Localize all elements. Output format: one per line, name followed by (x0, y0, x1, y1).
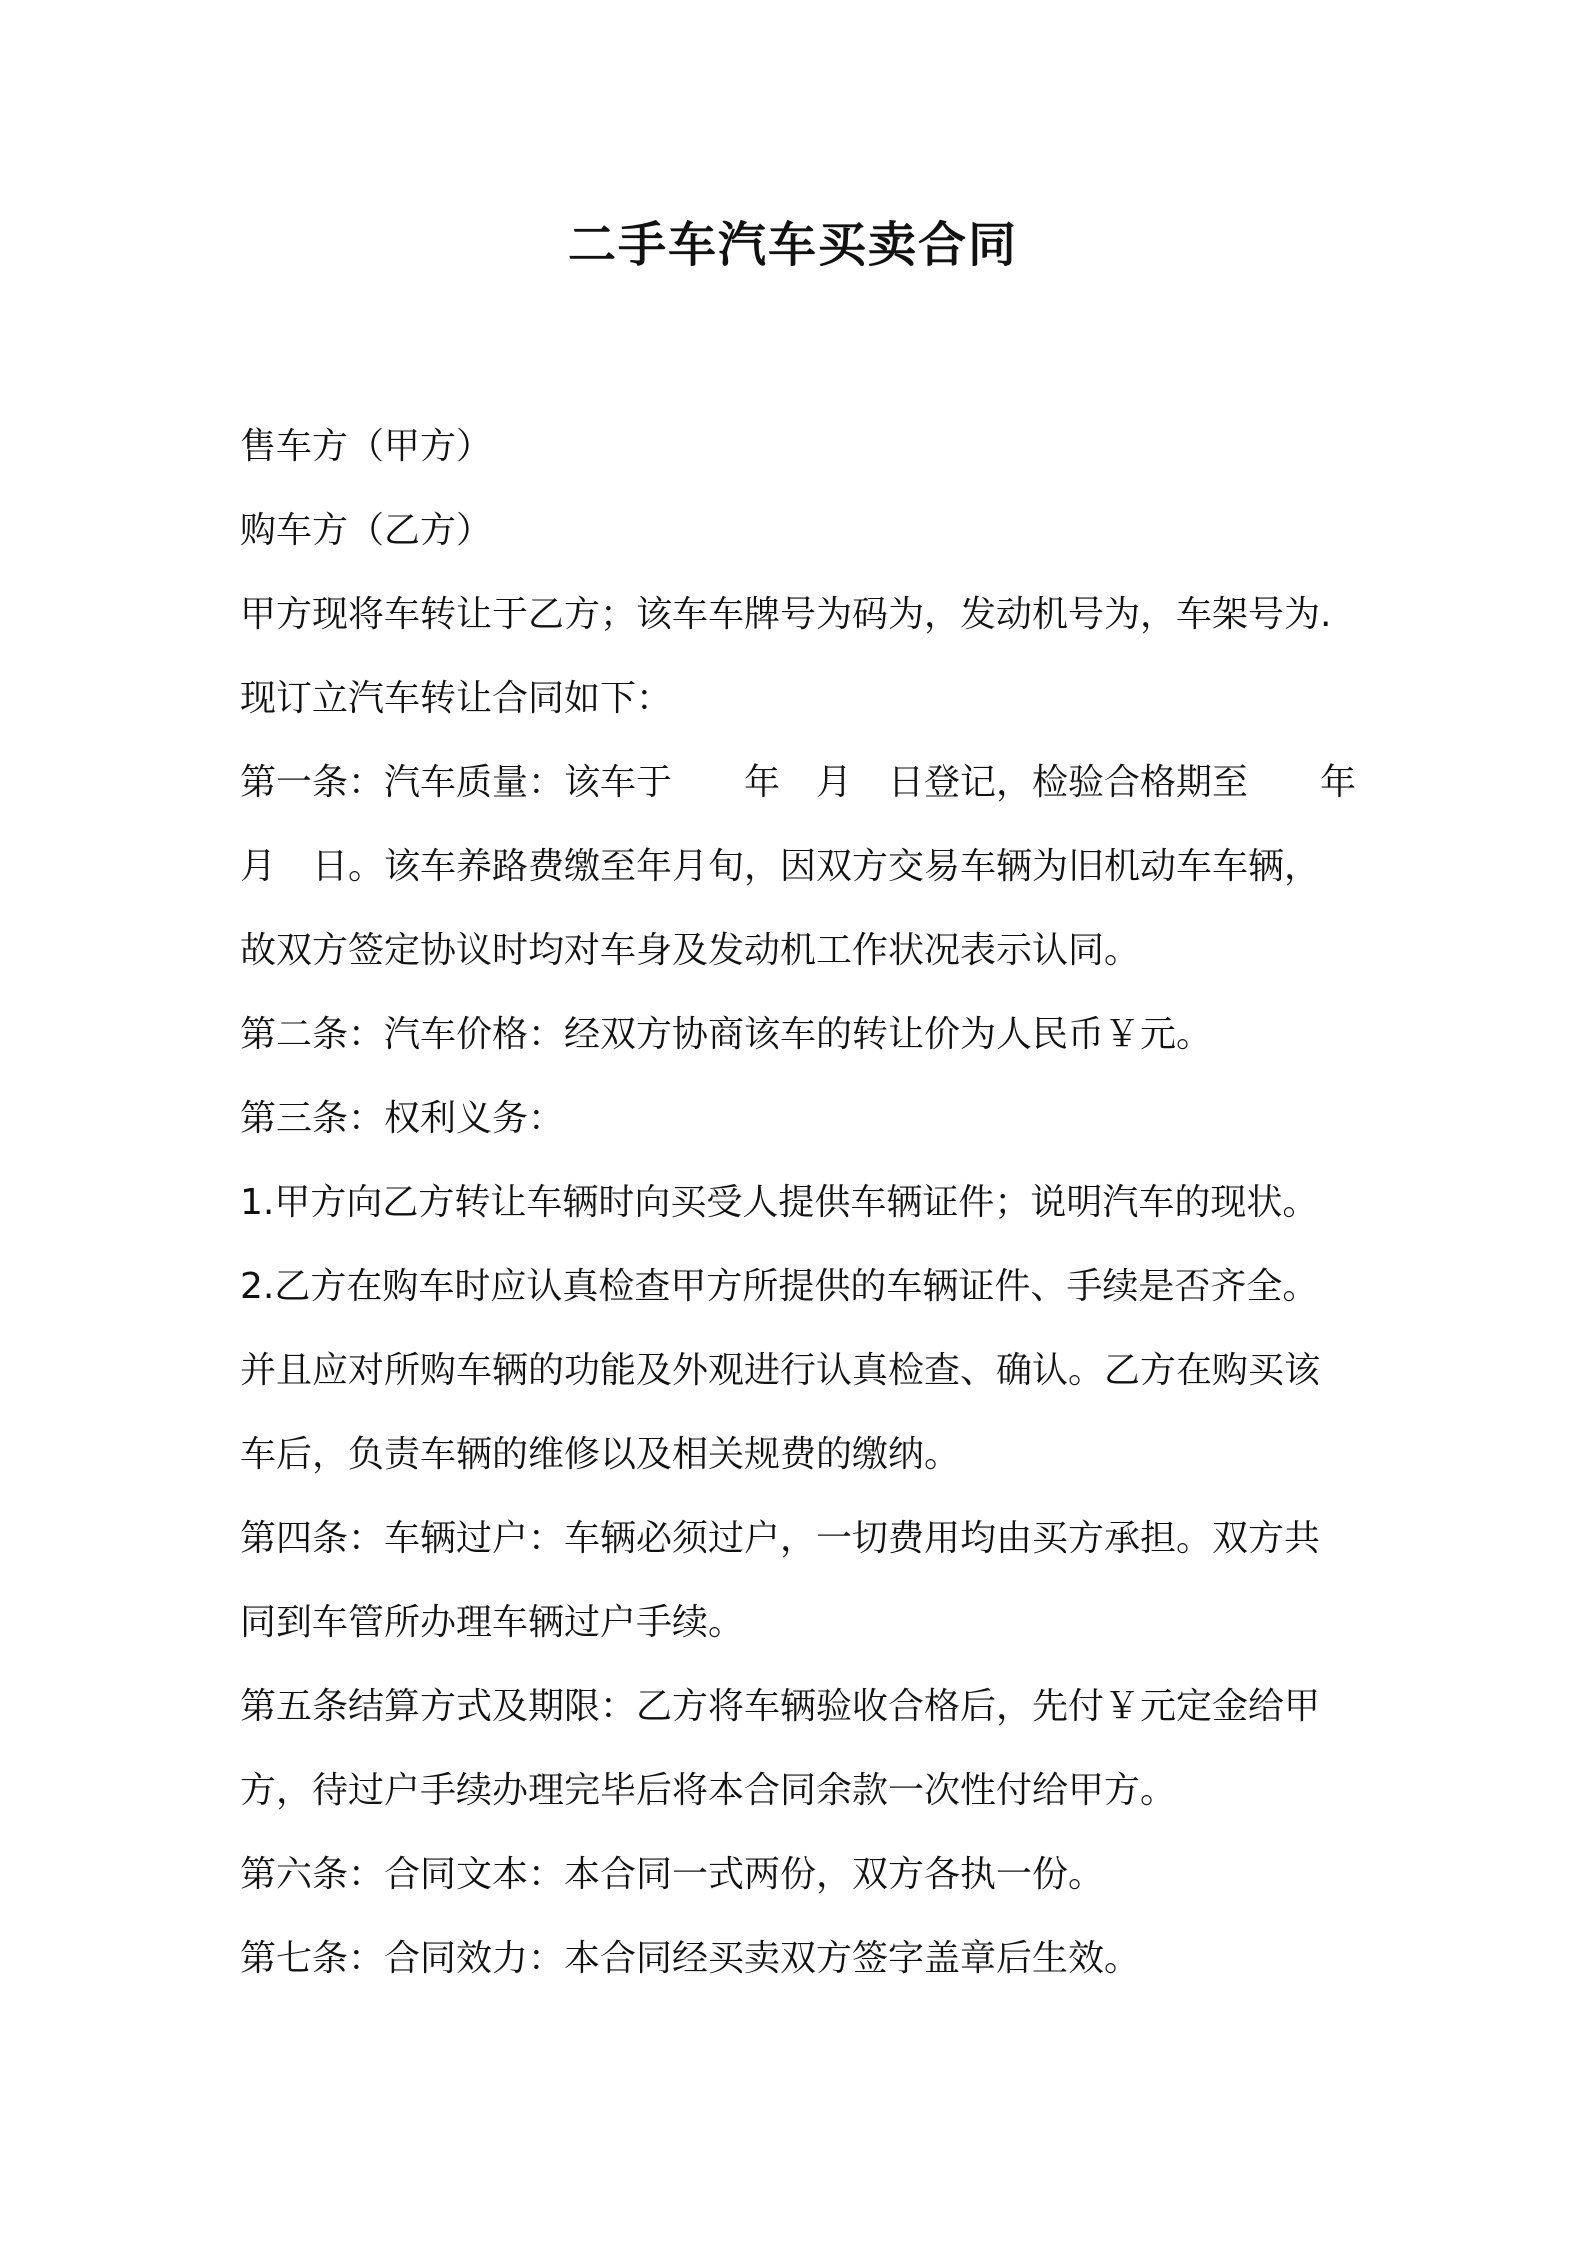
article-3-item-2-line-2: 并且应对所购车辆的功能及外观进行认真检查、确认。乙方在购买该 (240, 1350, 1321, 1391)
seller-line: 售车方（甲方） (240, 426, 493, 467)
article-4-line-1: 第四条：车辆过户：车辆必须过户，一切费用均由买方承担。双方共 (240, 1518, 1321, 1559)
article-1-line-2: 月 日。该车养路费缴至年月旬，因双方交易车辆为旧机动车车辆， (240, 846, 1321, 887)
buyer-line: 购车方（乙方） (240, 510, 493, 551)
article-4-line-2: 同到车管所办理车辆过户手续。 (240, 1602, 745, 1643)
article-6-line: 第六条：合同文本：本合同一式两份，双方各执一份。 (240, 1854, 1105, 1895)
document-body (240, 405, 1358, 2001)
article-3-heading: 第三条：权利义务： (240, 1098, 565, 1139)
article-2-line: 第二条：汽车价格：经双方协商该车的转让价为人民币￥元。 (240, 1014, 1213, 1055)
article-3-item-2-line-1: 2.乙方在购车时应认真检查甲方所提供的车辆证件、手续是否齐全。 (240, 1266, 1319, 1307)
contract-intro-line: 现订立汽车转让合同如下： (240, 678, 673, 719)
transfer-statement-line: 甲方现将车转让于乙方；该车车牌号为码为，发动机号为，车架号为. (240, 594, 1332, 635)
article-1-line-1: 第一条：汽车质量：该车于 年 月 日登记，检验合格期至 年 (240, 762, 1357, 803)
article-1-line-3: 故双方签定协议时均对车身及发动机工作状况表示认同。 (240, 930, 1141, 971)
document-title: 二手车汽车买卖合同 (567, 217, 1018, 273)
article-5-line-1: 第五条结算方式及期限：乙方将车辆验收合格后，先付￥元定金给甲 (240, 1686, 1321, 1727)
article-5-line-2: 方，待过户手续办理完毕后将本合同余款一次性付给甲方。 (240, 1770, 1177, 1811)
article-7-line: 第七条：合同效力：本合同经买卖双方签字盖章后生效。 (240, 1938, 1141, 1979)
article-3-item-2-line-3: 车后，负责车辆的维修以及相关规费的缴纳。 (240, 1434, 961, 1475)
article-3-item-1: 1.甲方向乙方转让车辆时向买受人提供车辆证件；说明汽车的现状。 (240, 1182, 1319, 1223)
